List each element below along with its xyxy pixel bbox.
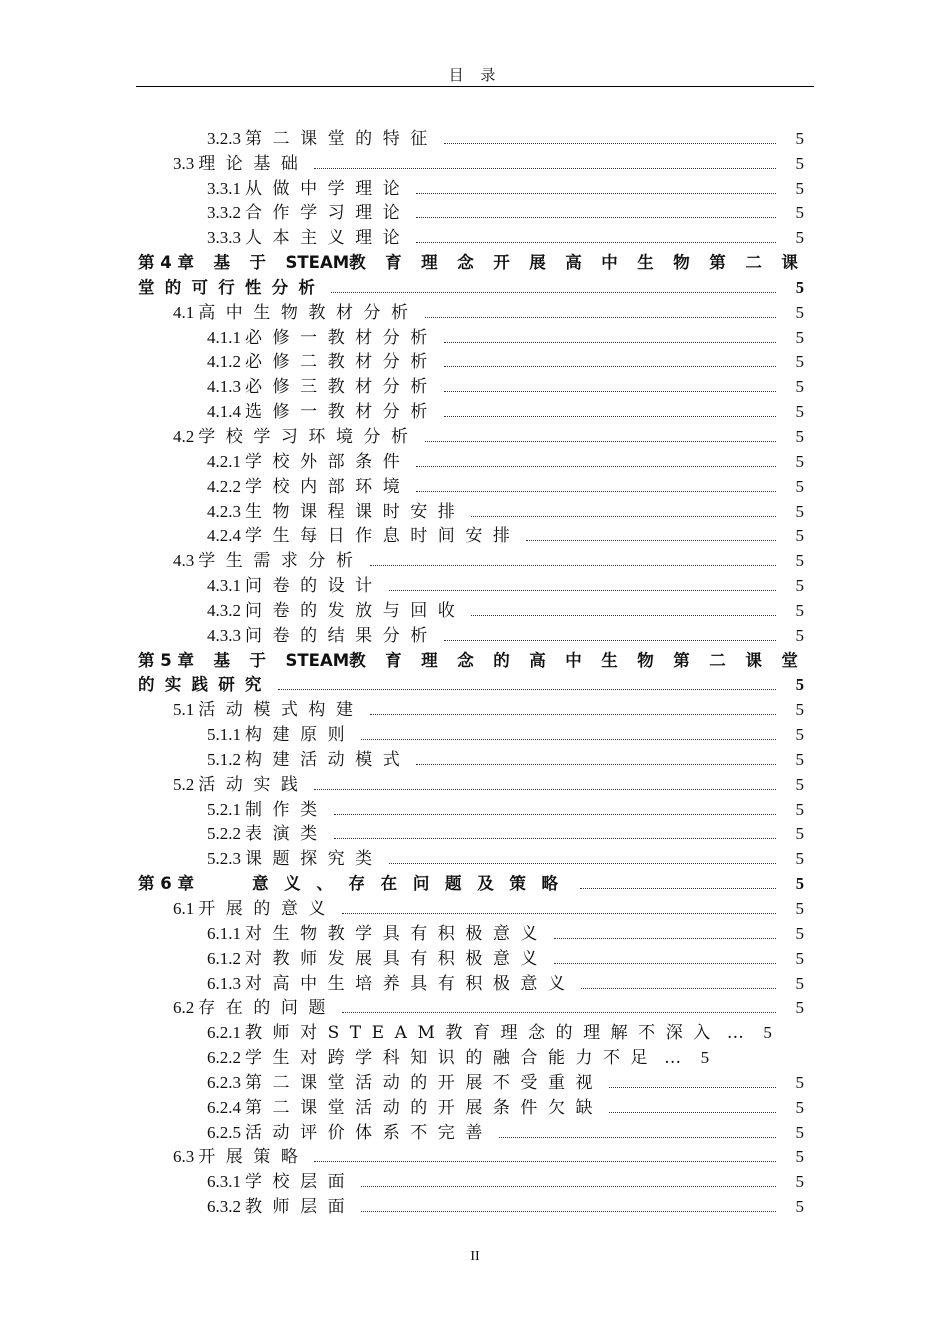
- toc-chapter-word: 育: [385, 253, 402, 273]
- toc-entry-title: 生物课程课时安排: [245, 501, 466, 522]
- toc-page-number: 5: [795, 178, 804, 198]
- toc-chapter-continuation[interactable]: [138, 671, 804, 696]
- toc-entry-number: 6.1: [173, 899, 195, 918]
- toc-entry-title: 学生每日作息时间安排: [245, 526, 521, 547]
- toc-page-number: 5: [795, 749, 804, 769]
- toc-chapter-word: 课: [781, 253, 798, 273]
- ellipsis: …: [726, 1023, 744, 1044]
- toc-chapter-word: 于: [249, 650, 267, 670]
- header-rule: [136, 86, 814, 87]
- toc-page-number: 5: [795, 998, 804, 1018]
- toc-chapter-heading[interactable]: [138, 869, 804, 894]
- toc-entry-number: 4.1.3: [207, 377, 241, 397]
- toc-subsection-entry[interactable]: [138, 1167, 804, 1192]
- toc-chapter-word: 物: [673, 253, 690, 273]
- dot-leader: [471, 615, 776, 616]
- toc-entry-title: 开展的意义: [198, 899, 336, 919]
- dot-leader: [609, 1112, 776, 1113]
- toc-entry-title: 教师对STEAM教育理念的理解不深入: [245, 1023, 721, 1044]
- dot-leader: [416, 242, 776, 243]
- toc-subsection-entry[interactable]: [138, 223, 804, 248]
- toc-chapter-word: 念: [457, 650, 474, 670]
- dot-leader: [609, 1087, 776, 1088]
- toc-entry-number: 6.2: [173, 998, 195, 1018]
- toc-entry-number: 3.3.2: [207, 203, 241, 223]
- toc-page-number: 5: [795, 576, 804, 596]
- toc-subsection-entry[interactable]: [138, 1118, 804, 1143]
- toc-entry-title: 学校内部环境: [245, 476, 411, 497]
- toc-subsection-entry[interactable]: [138, 919, 804, 944]
- toc-subsection-entry[interactable]: [138, 1018, 804, 1043]
- toc-subsection-entry[interactable]: [138, 323, 804, 348]
- toc-entry-title: 学校外部条件: [245, 451, 411, 472]
- toc-entry-number: 4.2.2: [207, 476, 241, 496]
- toc-chapter-word: 基: [213, 253, 230, 273]
- toc-page-number: 5: [795, 849, 804, 869]
- toc-subsection-entry[interactable]: [138, 571, 804, 596]
- toc-chapter-number: 第 6 章: [138, 874, 194, 894]
- toc-section-entry[interactable]: [138, 149, 804, 174]
- toc-subsection-entry[interactable]: [138, 397, 804, 422]
- toc-entry-number: 3.2.3: [207, 128, 241, 148]
- toc-entry-number: 4.3: [173, 551, 195, 571]
- dot-leader: [370, 565, 777, 566]
- toc-chapter-heading[interactable]: [138, 646, 804, 671]
- toc-entry-title: 对生物教学具有积极意义: [245, 923, 548, 944]
- toc-entry-number: 5.1.2: [207, 749, 241, 769]
- toc-entry-number: 4.3.2: [207, 600, 241, 620]
- toc-chapter-word: 高: [529, 650, 546, 670]
- toc-entry-title: 第二课堂活动的开展不受重视: [245, 1072, 604, 1093]
- toc-chapter-continuation[interactable]: [138, 273, 804, 298]
- toc-page-number: 5: [795, 377, 804, 397]
- toc-subsection-entry[interactable]: [138, 1093, 804, 1118]
- toc-page-number: 5: [795, 153, 804, 173]
- toc-entry-title: 第二课堂活动的开展条件欠缺: [245, 1097, 604, 1118]
- toc-entry-number: 6.3.2: [207, 1197, 241, 1217]
- toc-entry-number: 3.3.3: [207, 228, 241, 248]
- dot-leader: [334, 838, 776, 839]
- toc-entry-title: 课题探究类: [245, 849, 383, 870]
- toc-page-number: 5: [795, 277, 804, 297]
- dot-leader: [416, 764, 776, 765]
- toc-entry-number: 6.2.1: [207, 1023, 241, 1043]
- toc-entry-title: 学生需求分析: [198, 551, 364, 572]
- toc-entry-number: 4.3.1: [207, 576, 241, 596]
- toc-entry-title: 对高中生培养具有积极意义: [245, 973, 576, 994]
- toc-entry-number: 4.2.3: [207, 501, 241, 521]
- toc-chapter-word: 课: [745, 650, 762, 670]
- toc-section-entry[interactable]: [138, 695, 804, 720]
- toc-page-number: 5: [795, 774, 804, 794]
- toc-entry-number: 4.3.3: [207, 625, 241, 645]
- dot-leader: [389, 590, 776, 591]
- toc-entry-number: 6.1.3: [207, 973, 241, 993]
- toc-page-number: 5: [795, 1072, 804, 1092]
- toc-entry-number: 6.2.4: [207, 1097, 241, 1117]
- toc-entry-title: 构建原则: [245, 725, 356, 746]
- toc-page-number: 5: [795, 899, 804, 918]
- toc-page-number: 5: [795, 402, 804, 422]
- toc-entry-title: 对教师发展具有积极意义: [245, 948, 548, 969]
- toc-chapter-word: 中: [601, 253, 618, 273]
- toc-page-number: 5: [795, 973, 804, 993]
- toc-subsection-entry[interactable]: [138, 124, 804, 149]
- toc-chapter-title: 堂的可行性分析: [138, 277, 326, 297]
- toc-chapter-word: 基: [213, 650, 230, 670]
- toc-entry-number: 4.1.1: [207, 327, 241, 347]
- dot-leader: [444, 342, 776, 343]
- toc-subsection-entry[interactable]: [138, 1192, 804, 1217]
- toc-entry-number: 5.2.1: [207, 799, 241, 819]
- toc-entry-number: 5.2: [173, 774, 195, 794]
- dot-leader: [342, 1012, 776, 1013]
- toc-entry-number: 4.1.4: [207, 402, 241, 422]
- toc-entry-number: 3.3.1: [207, 178, 241, 198]
- toc-entry-title: 存在的问题: [198, 998, 336, 1019]
- toc-entry-title: 教师层面: [245, 1197, 356, 1218]
- toc-chapter-word: 生: [637, 253, 654, 273]
- toc-entry-number: 4.2.4: [207, 526, 241, 546]
- dot-leader: [416, 466, 776, 467]
- dot-leader: [331, 292, 776, 293]
- toc-entry-title: 问卷的设计: [245, 576, 383, 597]
- toc-chapter-number: 第 4 章: [138, 253, 194, 273]
- toc-entry-number: 5.2.3: [207, 849, 241, 869]
- toc-subsection-entry[interactable]: [138, 199, 804, 224]
- toc-page-number: 5: [795, 625, 804, 645]
- toc-entry-title: 学校学习环境分析: [198, 426, 419, 447]
- toc-entry-title: 问卷的结果分析: [245, 625, 438, 646]
- toc-entry-title: 表演类: [245, 824, 328, 845]
- toc-subsection-entry[interactable]: [138, 944, 804, 969]
- toc-page-number: 5: [795, 1197, 804, 1217]
- toc-subsection-entry[interactable]: [138, 497, 804, 522]
- toc-page-number: 5: [795, 302, 804, 322]
- toc-subsection-entry[interactable]: [138, 720, 804, 745]
- toc-entry-number: 6.3.1: [207, 1172, 241, 1192]
- dot-leader: [581, 988, 776, 989]
- toc-subsection-entry[interactable]: [138, 596, 804, 621]
- toc-entry-number: 6.2.5: [207, 1122, 241, 1142]
- toc-chapter-title: 的实践研究: [138, 675, 272, 695]
- toc-entry-title: 问卷的发放与回收: [245, 600, 466, 621]
- dot-leader: [444, 416, 776, 417]
- dot-leader: [389, 863, 776, 864]
- toc-page-number: 5: [795, 700, 804, 720]
- toc-entry-number: 6.1.1: [207, 923, 241, 943]
- toc-subsection-entry[interactable]: [138, 820, 804, 845]
- toc-chapter-word: 堂: [781, 650, 798, 670]
- toc-entry-title: 必修一教材分析: [245, 327, 438, 348]
- dot-leader: [416, 491, 776, 492]
- dot-leader: [554, 963, 776, 964]
- toc-entry-title: 学校层面: [245, 1172, 356, 1193]
- table-of-contents: [138, 124, 804, 1217]
- toc-subsection-entry[interactable]: [138, 372, 804, 397]
- toc-page-number: 5: [795, 352, 804, 372]
- toc-chapter-word: 理: [421, 253, 438, 273]
- toc-subsection-entry[interactable]: [138, 745, 804, 770]
- toc-entry-title: 构建活动模式: [245, 749, 411, 770]
- toc-page-number: 5: [795, 1122, 804, 1142]
- toc-entry-title: 开展策略: [198, 1147, 309, 1168]
- toc-chapter-word: 展: [529, 253, 546, 273]
- toc-chapter-word: 高: [565, 253, 582, 273]
- toc-section-entry[interactable]: [138, 1143, 804, 1168]
- page-header-title: 目 录: [448, 66, 502, 84]
- toc-page-number: 5: [700, 1048, 710, 1068]
- dot-leader: [342, 913, 776, 914]
- dot-leader: [444, 640, 776, 641]
- toc-chapter-word: 第: [709, 253, 726, 273]
- toc-entry-title: 学生对跨学科知识的融合能力不足: [245, 1048, 659, 1069]
- toc-entry-title: 理论基础: [198, 153, 309, 174]
- toc-entry-number: 4.1: [173, 302, 195, 322]
- toc-subsection-entry[interactable]: [138, 447, 804, 472]
- toc-page-number: 5: [795, 426, 804, 446]
- toc-entry-number: 3.3: [173, 153, 195, 173]
- toc-chapter-word: 念: [457, 253, 474, 273]
- dot-leader: [314, 789, 776, 790]
- dot-leader: [444, 391, 776, 392]
- toc-entry-title: 活动评价体系不完善: [245, 1122, 493, 1143]
- toc-chapter-word: 中: [565, 650, 582, 670]
- toc-section-entry[interactable]: [138, 894, 804, 919]
- dot-leader: [334, 814, 776, 815]
- toc-entry-number: 6.2.2: [207, 1048, 241, 1068]
- toc-entry-title: 必修三教材分析: [245, 377, 438, 398]
- toc-entry-number: 6.1.2: [207, 948, 241, 968]
- toc-chapter-word: 生: [601, 650, 618, 670]
- toc-page-number: 5: [795, 725, 804, 745]
- dot-leader: [471, 516, 776, 517]
- toc-entry-number: 5.2.2: [207, 824, 241, 844]
- toc-entry-title: 从做中学理论: [245, 178, 411, 199]
- toc-page-number: 5: [795, 799, 804, 819]
- toc-subsection-entry[interactable]: [138, 522, 804, 547]
- toc-chapter-word: 于: [249, 253, 267, 273]
- toc-chapter-word: 二: [745, 253, 762, 273]
- toc-section-entry[interactable]: [138, 770, 804, 795]
- dot-leader: [580, 888, 776, 889]
- dot-leader: [425, 317, 776, 318]
- page-number: II: [470, 1249, 480, 1264]
- toc-chapter-word: 理: [421, 650, 438, 670]
- toc-section-entry[interactable]: [138, 994, 804, 1019]
- toc-page-number: 5: [795, 923, 804, 943]
- toc-entry-title: 合作学习理论: [245, 203, 411, 224]
- toc-chapter-word: STEAM教: [285, 650, 366, 670]
- toc-page-number: 5: [795, 675, 804, 695]
- toc-page-number: 5: [795, 1147, 804, 1167]
- toc-page-number: 5: [795, 600, 804, 620]
- toc-chapter-word: 开: [493, 253, 510, 273]
- dot-leader: [425, 441, 776, 442]
- toc-section-entry[interactable]: [138, 298, 804, 323]
- toc-page-number: 5: [795, 526, 804, 546]
- toc-subsection-entry[interactable]: [138, 844, 804, 869]
- dot-leader: [416, 193, 776, 194]
- toc-page-number: 5: [795, 228, 804, 248]
- toc-entry-title: 第二课堂的特征: [245, 128, 438, 149]
- toc-entry-title: 活动实践: [198, 774, 309, 795]
- toc-page-number: 5: [795, 551, 804, 571]
- toc-page-number: 5: [795, 1172, 804, 1192]
- toc-subsection-entry[interactable]: [138, 969, 804, 994]
- toc-entry-number: 5.1: [173, 700, 195, 720]
- toc-page-number: 5: [795, 824, 804, 844]
- toc-subsection-entry[interactable]: [138, 472, 804, 497]
- toc-entry-number: 6.2.3: [207, 1072, 241, 1092]
- toc-page-number: 5: [795, 874, 804, 894]
- toc-entry-number: 4.2.1: [207, 451, 241, 471]
- toc-entry-title: 制作类: [245, 799, 328, 820]
- toc-page-number: 5: [795, 501, 804, 521]
- toc-entry-title: 必修二教材分析: [245, 352, 438, 373]
- toc-chapter-word: 的: [493, 650, 510, 670]
- dot-leader: [370, 714, 777, 715]
- toc-entry-title: 高中生物教材分析: [198, 302, 419, 323]
- dot-leader: [499, 1137, 776, 1138]
- toc-entry-number: 4.1.2: [207, 352, 241, 372]
- toc-subsection-entry[interactable]: [138, 621, 804, 646]
- toc-section-entry[interactable]: [138, 546, 804, 571]
- toc-chapter-number: 第 5 章: [138, 650, 194, 670]
- toc-chapter-word: STEAM教: [285, 253, 366, 273]
- toc-entry-title: 人本主义理论: [245, 228, 411, 249]
- toc-chapter-word: 育: [385, 650, 402, 670]
- toc-page-number: 5: [795, 476, 804, 496]
- toc-subsection-entry[interactable]: [138, 795, 804, 820]
- dot-leader: [444, 366, 776, 367]
- toc-subsection-entry[interactable]: [138, 1043, 804, 1068]
- ellipsis: …: [664, 1048, 682, 1069]
- dot-leader: [444, 143, 776, 144]
- toc-section-entry[interactable]: [138, 422, 804, 447]
- toc-page-number: 5: [795, 327, 804, 347]
- toc-entry-number: 5.1.1: [207, 725, 241, 745]
- dot-leader: [278, 689, 776, 690]
- toc-subsection-entry[interactable]: [138, 348, 804, 373]
- dot-leader: [361, 1211, 776, 1212]
- toc-chapter-word: 二: [709, 650, 726, 670]
- dot-leader: [314, 1161, 776, 1162]
- toc-page-number: 5: [795, 451, 804, 471]
- dot-leader: [314, 168, 776, 169]
- toc-subsection-entry[interactable]: [138, 174, 804, 199]
- toc-chapter-word: 第: [673, 650, 690, 670]
- toc-page-number: 5: [795, 203, 804, 223]
- toc-chapter-word: 物: [637, 650, 654, 670]
- dot-leader: [554, 938, 776, 939]
- toc-entry-number: 6.3: [173, 1147, 195, 1167]
- toc-entry-title: 选修一教材分析: [245, 402, 438, 423]
- toc-page-number: 5: [795, 948, 804, 968]
- dot-leader: [361, 1186, 776, 1187]
- toc-entry-title: 活动模式构建: [198, 700, 364, 721]
- toc-entry-number: 4.2: [173, 426, 195, 446]
- toc-chapter-title: 意义、存在问题及策略: [251, 874, 574, 894]
- dot-leader: [416, 217, 776, 218]
- toc-subsection-entry[interactable]: [138, 1068, 804, 1093]
- toc-chapter-heading[interactable]: [138, 248, 804, 273]
- toc-page-number: 5: [795, 1097, 804, 1117]
- toc-page-number: 5: [763, 1023, 772, 1043]
- dot-leader: [361, 739, 776, 740]
- toc-page-number: 5: [795, 128, 804, 148]
- dot-leader: [526, 540, 776, 541]
